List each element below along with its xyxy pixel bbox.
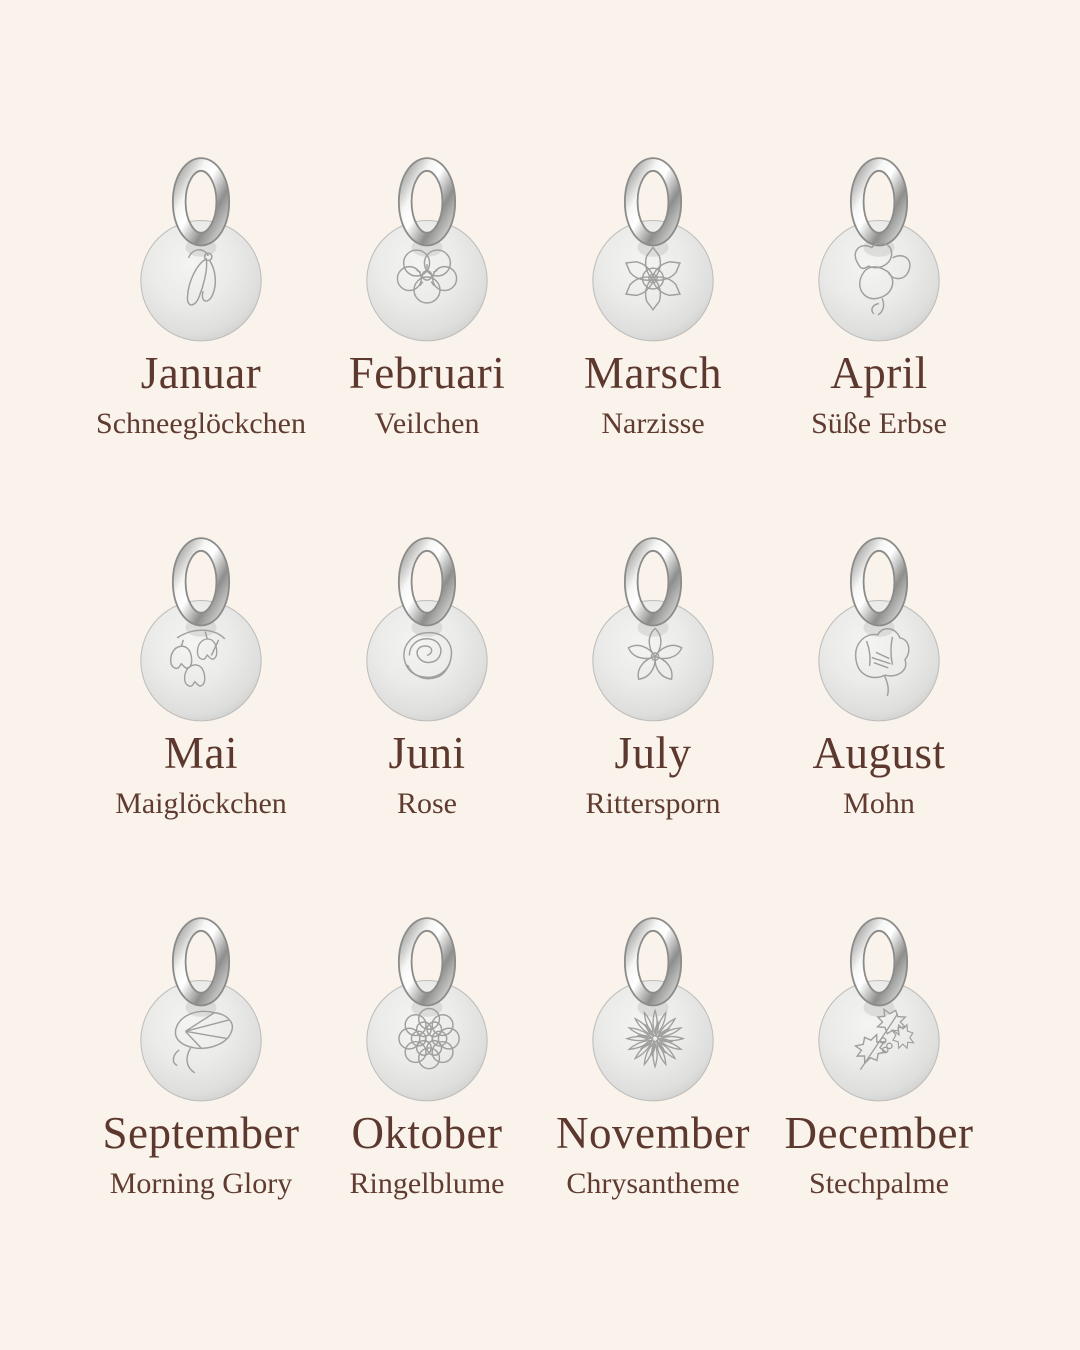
month-label: December: [784, 1108, 974, 1158]
pendant-item-mai: [88, 532, 314, 912]
pendant-item-december: [766, 912, 992, 1292]
pendant-item-januar: [88, 152, 314, 532]
month-label: Juni: [388, 728, 466, 778]
pendant-image: [344, 912, 510, 1105]
pendant-item-februari: [314, 152, 540, 532]
pendant-image: [118, 532, 284, 725]
pendant-disc-and-bail-ring: [367, 924, 487, 1100]
pendant-item-august: [766, 532, 992, 912]
month-label: November: [556, 1108, 750, 1158]
pendant-image: [796, 152, 962, 345]
pendant-image: [344, 532, 510, 725]
flower-name-label: Chrysantheme: [566, 1166, 740, 1200]
pendant-disc-and-bail-ring: [593, 924, 713, 1100]
pendant-item-july: [540, 532, 766, 912]
pendant-image: [344, 152, 510, 345]
month-label: April: [830, 348, 928, 398]
flower-name-label: Süße Erbse: [811, 406, 947, 440]
birth-flower-pendant-grid: [88, 152, 992, 1292]
pendant-image: [796, 912, 962, 1105]
pendant-item-oktober: [314, 912, 540, 1292]
pendant-image: [570, 152, 736, 345]
month-label: Januar: [140, 348, 262, 398]
month-label: Oktober: [351, 1108, 503, 1158]
pendant-image: [118, 912, 284, 1105]
pendant-item-september: [88, 912, 314, 1292]
month-label: Mai: [164, 728, 238, 778]
pendant-item-november: [540, 912, 766, 1292]
pendant-disc-and-bail-ring: [819, 924, 939, 1100]
pendant-disc-and-bail-ring: [141, 924, 261, 1100]
pendant-disc-and-bail-ring: [141, 164, 261, 340]
pendant-item-marsch: [540, 152, 766, 532]
month-label: September: [102, 1108, 300, 1158]
flower-name-label: Schneeglöckchen: [96, 406, 306, 440]
pendant-item-juni: [314, 532, 540, 912]
pendant-disc-and-bail-ring: [141, 544, 261, 720]
flower-name-label: Rittersporn: [585, 786, 721, 820]
month-label: July: [614, 728, 692, 778]
pendant-disc-and-bail-ring: [367, 164, 487, 340]
flower-name-label: Morning Glory: [109, 1166, 293, 1200]
pendant-item-april: [766, 152, 992, 532]
month-label: Februari: [348, 348, 506, 398]
pendant-image: [570, 912, 736, 1105]
pendant-image: [796, 532, 962, 725]
pendant-disc-and-bail-ring: [593, 164, 713, 340]
flower-name-label: Narzisse: [601, 406, 705, 440]
pendant-image: [118, 152, 284, 345]
flower-name-label: Maiglöckchen: [115, 786, 287, 820]
month-label: Marsch: [584, 348, 722, 398]
flower-name-label: Mohn: [843, 786, 915, 820]
flower-name-label: Ringelblume: [349, 1166, 505, 1200]
pendant-image: [570, 532, 736, 725]
flower-name-label: Veilchen: [374, 406, 480, 440]
pendant-disc-and-bail-ring: [593, 544, 713, 720]
flower-name-label: Rose: [397, 786, 457, 820]
month-label: August: [812, 728, 946, 778]
flower-name-label: Stechpalme: [809, 1166, 949, 1200]
